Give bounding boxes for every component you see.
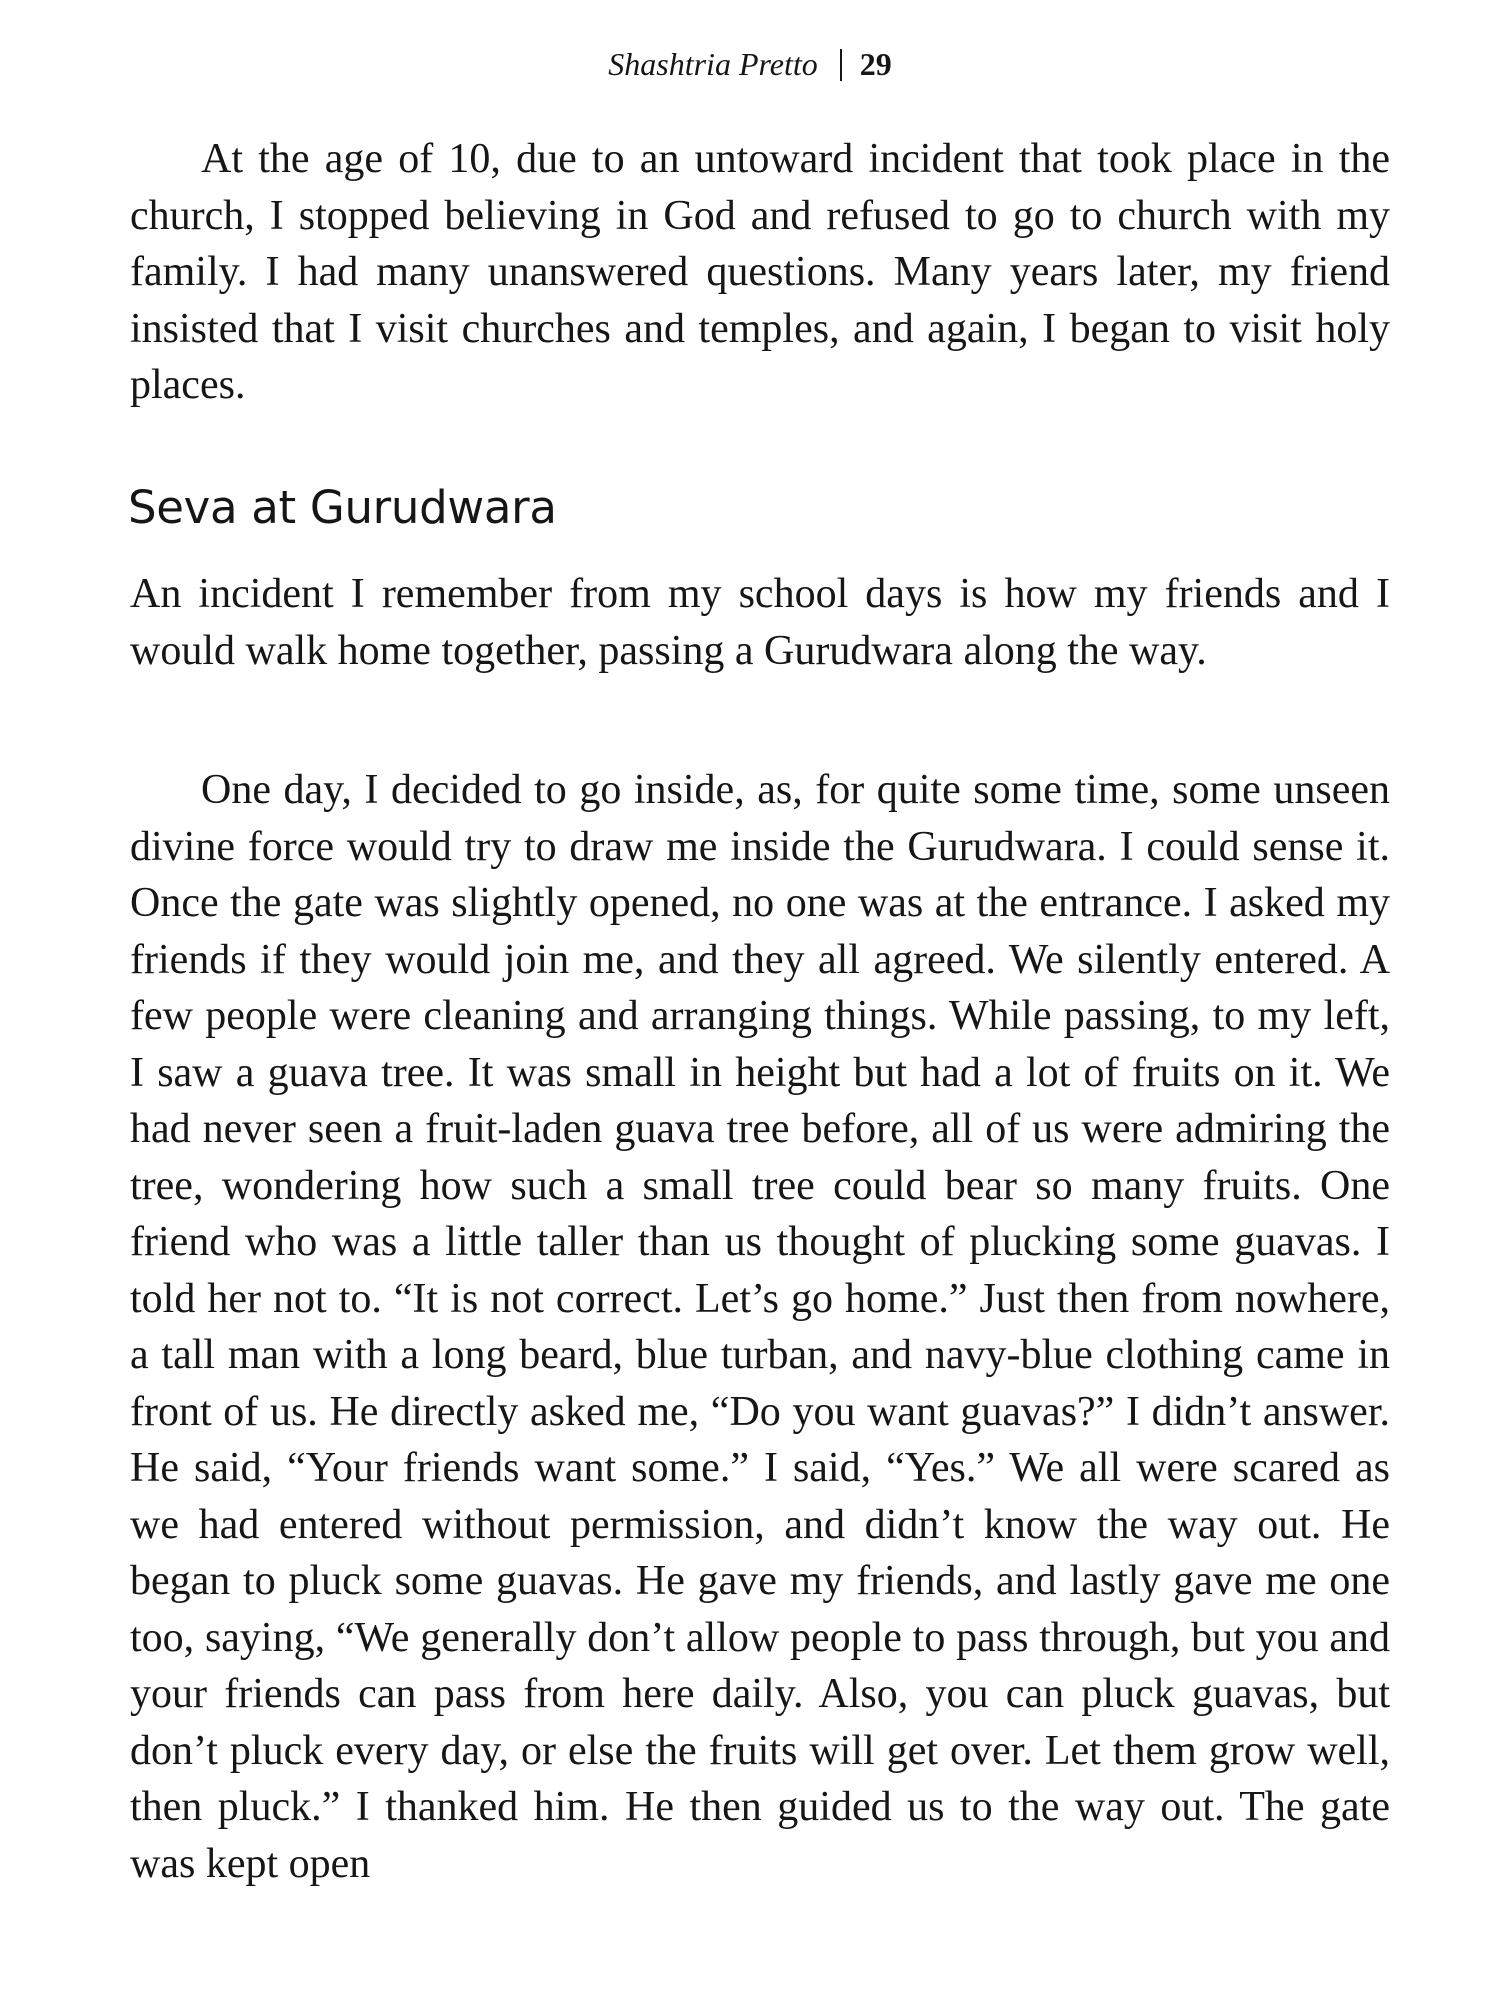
paragraph-text: One day, I decided to go inside, as, for quite some time, some unseen divine force would try to draw me inside the Gurudwara. I could sense it. Once the gate was slightly opened, no one was at the entrance. I asked my friends if they would join me, and they all agreed. We silently entered. A few people were cleaning and arranging things. While passing, to my left, I saw a guava tree. It was small in height but had a lot of fruits on it. We had never seen a fruit-laden guava tree before, all of us were admiring the tree, wondering how such a small tree could bear so many fruits. One friend who was a little taller than us thought of plucking some guavas. I told her not to. “It is not correct. Let’s go home.” Just then from nowhere, a tall man with a long beard, blue turban, and navy-blue clothing came in front of us. He directly asked me, “Do you want guavas?” I didn’t answer. He said, “Your friends want some.” I said, “Yes.” We all were scared as we had entered without permission, and didn’t know the way out. He began to pluck some guavas. He gave my friends, and lastly gave me one too, saying, “We generally don’t allow people to pass through, but you and your friends can pass from here daily. Also, you can pluck guavas, but don’t pluck every day, or else the fruits will get over. Let them grow well, then pluck.” I thanked him. He then guided us to the way out. The gate was kept open — [130, 767, 1390, 1887]
paragraph-2 — [130, 566, 1390, 679]
paragraph-text: At the age of 10, due to an untoward incident that took place in the church, I stopped believing in God and refused to go to church with my family. I had many unanswered questions. Many years later, my friend insisted that I visit churches and temples, and again, I began to visit holy places. — [130, 136, 1390, 408]
section-heading: Seva at Gurudwara — [128, 481, 557, 534]
running-header — [0, 42, 1500, 86]
paragraph-text: An incident I remember from my school days is how my friends and I would walk home together, passing a Gurudwara along the way. — [130, 571, 1390, 674]
book-title: Shashtria Pretto — [608, 46, 818, 82]
header-separator — [840, 49, 842, 81]
paragraph-1 — [130, 131, 1390, 414]
page-number: 29 — [859, 46, 892, 82]
paragraph-3 — [130, 762, 1390, 1892]
